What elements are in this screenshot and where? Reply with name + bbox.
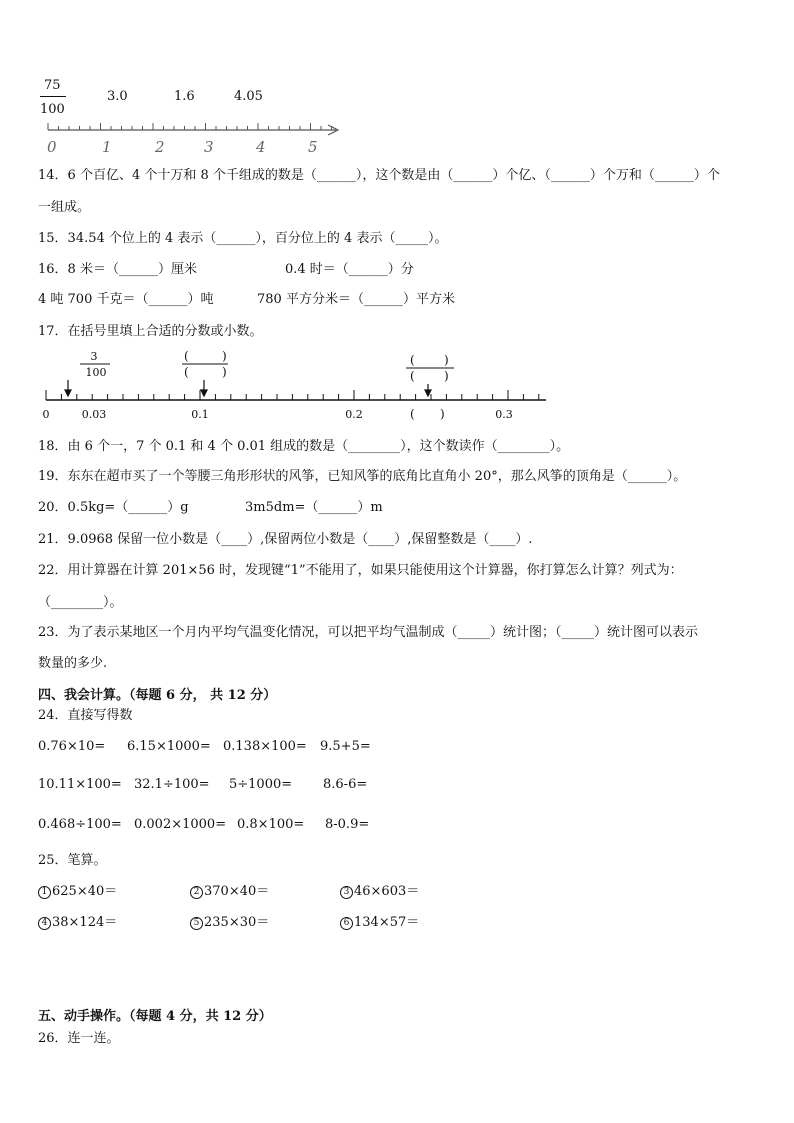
top-tick-5: 5: [308, 138, 318, 156]
nl-blank2-top-open: (: [410, 353, 415, 367]
top-frac-denominator: 100: [40, 102, 65, 117]
nl-blank2-bot-close: ): [444, 369, 449, 383]
circled-number-3: 3: [340, 886, 353, 899]
written-calc-1: [38, 885, 117, 899]
question-18: 18．由 6 个一，7 个 0.1 和 4 个 0.01 组成的数是（________），这个数读作（________）。: [38, 439, 570, 454]
question-15: 15．34.54 个位上的 4 表示（______），百分位上的 4 表示（_____）。: [38, 231, 448, 246]
written-calc-5-expr: 235×30＝: [204, 915, 270, 930]
written-calc-4: [38, 916, 117, 930]
written-calc-2-expr: 370×40＝: [204, 884, 270, 899]
nl-label-003: 0.03: [81, 408, 107, 421]
calc-r1-c2: 6.15×1000=: [127, 739, 211, 754]
written-calc-4-expr: 38×124＝: [52, 915, 118, 930]
nl-blank1-top-open: (: [184, 349, 189, 363]
written-calc-6: [340, 916, 419, 930]
question-24-title: 24．直接写得数: [38, 708, 133, 723]
top-tick-2: 2: [155, 138, 165, 156]
written-calc-3-expr: 46×603＝: [354, 884, 420, 899]
question-16-d: 780 平方分米＝（______）平方米: [257, 292, 455, 307]
nl-frac-numerator: 3: [90, 350, 98, 363]
top-value-2: 1.6: [174, 89, 195, 104]
nl-frac-denominator: 100: [85, 366, 107, 379]
written-calc-1-expr: 625×40＝: [52, 884, 118, 899]
question-25-title: 25．笔算。: [38, 853, 107, 868]
question-20-a: 20．0.5kg=（______）g: [38, 500, 189, 515]
calc-r2-c3: 5÷1000=: [229, 777, 293, 792]
question-19: 19．东东在超市买了一个等腰三角形形状的风筝，已知风筝的底角比直角小 20°，那么风筝的顶角是（______）。: [38, 469, 687, 484]
written-calc-2: [190, 885, 269, 899]
circled-number-4: 4: [38, 917, 51, 930]
question-22-line1: 22．用计算器在计算 201×56 时，发现键“1”不能用了，如果只能使用这个计算器，你打算怎么计算？列式为：: [38, 563, 683, 578]
question-23-line2: 数量的多少.: [38, 656, 108, 671]
nl-blank-open: (: [410, 407, 415, 421]
top-value-1: 3.0: [107, 89, 128, 104]
nl-label-01: 0.1: [191, 408, 209, 421]
section-5-heading: 五、动手操作。（每题 4 分，共 12 分）: [38, 1009, 272, 1024]
section-4-heading: 四、我会计算。（每题 6 分， 共 12 分）: [38, 688, 277, 703]
top-number-line: [38, 118, 348, 158]
circled-number-2: 2: [190, 886, 203, 899]
circled-number-5: 5: [190, 917, 203, 930]
nl-blank1-bot-close: ): [222, 365, 227, 379]
nl-blank-close: ): [440, 407, 445, 421]
question-14-line2: 一组成。: [38, 200, 91, 215]
circled-number-1: 1: [38, 886, 51, 899]
question-20-b: 3m5dm=（______）m: [245, 500, 383, 515]
question-16-a: 16．8 米＝（______）厘米: [38, 262, 197, 277]
question-26: 26．连一连。: [38, 1031, 120, 1046]
top-tick-1: 1: [102, 138, 112, 156]
nl-label-03: 0.3: [495, 408, 513, 421]
fraction-number-line: [36, 348, 556, 426]
nl-label-0: 0: [42, 408, 50, 421]
top-value-3: 4.05: [234, 89, 263, 104]
question-23-line1: 23．为了表示某地区一个月内平均气温变化情况，可以把平均气温制成（_____）统计图；（_____）统计图可以表示: [38, 625, 699, 640]
calc-r3-c4: 8-0.9=: [325, 817, 370, 832]
question-21: 21．9.0968 保留一位小数是（____）,保留两位小数是（____）,保留整数是（____）.: [38, 532, 533, 547]
nl-label-02: 0.2: [345, 408, 363, 421]
top-frac-numerator: 75: [44, 78, 61, 93]
calc-r1-c4: 9.5+5=: [320, 739, 371, 754]
nl-blank1-bot-open: (: [184, 365, 189, 379]
nl-blank2-top-close: ): [444, 353, 449, 367]
calc-r1-c1: 0.76×10=: [38, 739, 106, 754]
calc-r3-c3: 0.8×100=: [237, 817, 305, 832]
circled-number-6: 6: [340, 917, 353, 930]
calc-r2-c1: 10.11×100=: [38, 777, 122, 792]
calc-r2-c2: 32.1÷100=: [134, 777, 210, 792]
written-calc-5: [190, 916, 269, 930]
top-tick-3: 3: [204, 138, 214, 156]
question-16-c: 4 吨 700 千克＝（______）吨: [38, 292, 214, 307]
nl-blank2-bot-open: (: [410, 369, 415, 383]
written-calc-3: [340, 885, 419, 899]
top-tick-0: 0: [47, 138, 57, 156]
top-frac-bar: [40, 96, 66, 97]
question-16-b: 0.4 时＝（______）分: [285, 262, 414, 277]
calc-r2-c4: 8.6-6=: [323, 777, 368, 792]
top-tick-4: 4: [256, 138, 266, 156]
question-17: 17．在括号里填上合适的分数或小数。: [38, 324, 263, 339]
calc-r3-c1: 0.468÷100=: [38, 817, 122, 832]
calc-r1-c3: 0.138×100=: [223, 739, 307, 754]
written-calc-6-expr: 134×57＝: [354, 915, 420, 930]
question-14-line1: 14．6 个百亿、4 个十万和 8 个千组成的数是（______），这个数是由（______）个亿、（______）个万和（______）个: [38, 168, 720, 183]
nl-blank1-top-close: ): [222, 349, 227, 363]
question-22-line2: （________）。: [38, 595, 123, 610]
calc-r3-c2: 0.002×1000=: [134, 817, 227, 832]
